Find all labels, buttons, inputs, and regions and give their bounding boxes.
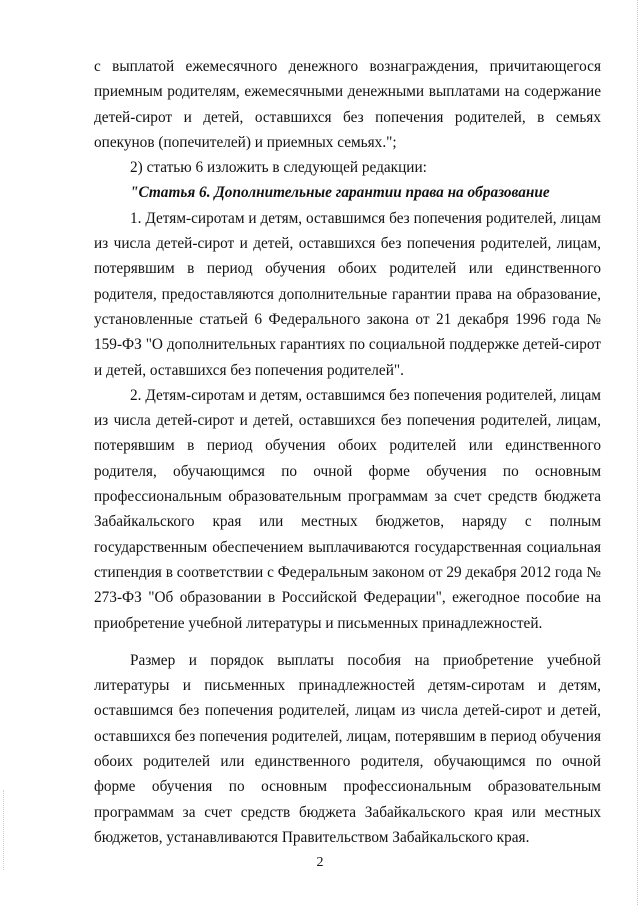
paragraph-clause-2: 2. Детям-сиротам и детям, оставшимся без попечения родителей, лицам из числа детей-сирот и детей, оставшихся без попечения родителей, лицам, потерявшим в период обучения обоих родителей или единственного родителя, обучающимся по очной форме обучения по основным профессиональным образовательным программам за счет средств бюджета Забайкальского края или местных бюджетов, наряду с полным государственным обеспечением выплачиваются государственная социальная стипендия в соответствии с Федеральным законом от 29 декабря 2012 года № 273-ФЗ "Об образовании в Российской Федерации", ежегодное пособие на приобретение учебной литературы и письменных принадлежностей. xyxy=(94,386,601,632)
paragraph-continuation: с выплатой ежемесячного денежного вознаграждения, причитающегося приемным родителям, ежемесячными денежными выплатами на содержание детей-сирот и детей, оставшихся без попечения родителей, в семьях опекунов (попечителей) и приемных семьях."; xyxy=(94,58,601,151)
scan-edge-right xyxy=(637,0,638,905)
article-title: "Статья 6. Дополнительные гарантии права на образование xyxy=(130,184,550,202)
paragraph-amendment-instruction: 2) статью 6 изложить в следующей редакции: xyxy=(130,159,427,177)
paragraph-allowance-order: Размер и порядок выплаты пособия на приобретение учебной литературы и письменных принадлежностей детям-сиротам и детям, оставшимся без попечения родителей, лицам из числа детей-сирот и детей, оставшихся без попечения родителей, лицам, потерявшим в период обучения обоих родителей или единственного родителя, обучающимся по очной форме обучения по основным профессиональным образовательным программам за счет средств бюджета Забайкальского края или местных бюджетов, устанавливаются Правительством Забайкальского края. xyxy=(94,651,601,846)
paragraph-clause-1: 1. Детям-сиротам и детям, оставшимся без попечения родителей, лицам из числа детей-сирот и детей, оставшихся без попечения родителей, лицам, потерявшим в период обучения обоих родителей или единственного родителя, предоставляются дополнительные гарантии права на образование, установленные статьей 6 Федерального закона от 21 декабря 1996 года № 159-ФЗ "О дополнительных гарантиях по социальной поддержке детей-сирот и детей, оставшихся без попечения родителей". xyxy=(94,209,601,379)
document-body xyxy=(94,54,601,850)
page-number: 2 xyxy=(316,855,324,870)
